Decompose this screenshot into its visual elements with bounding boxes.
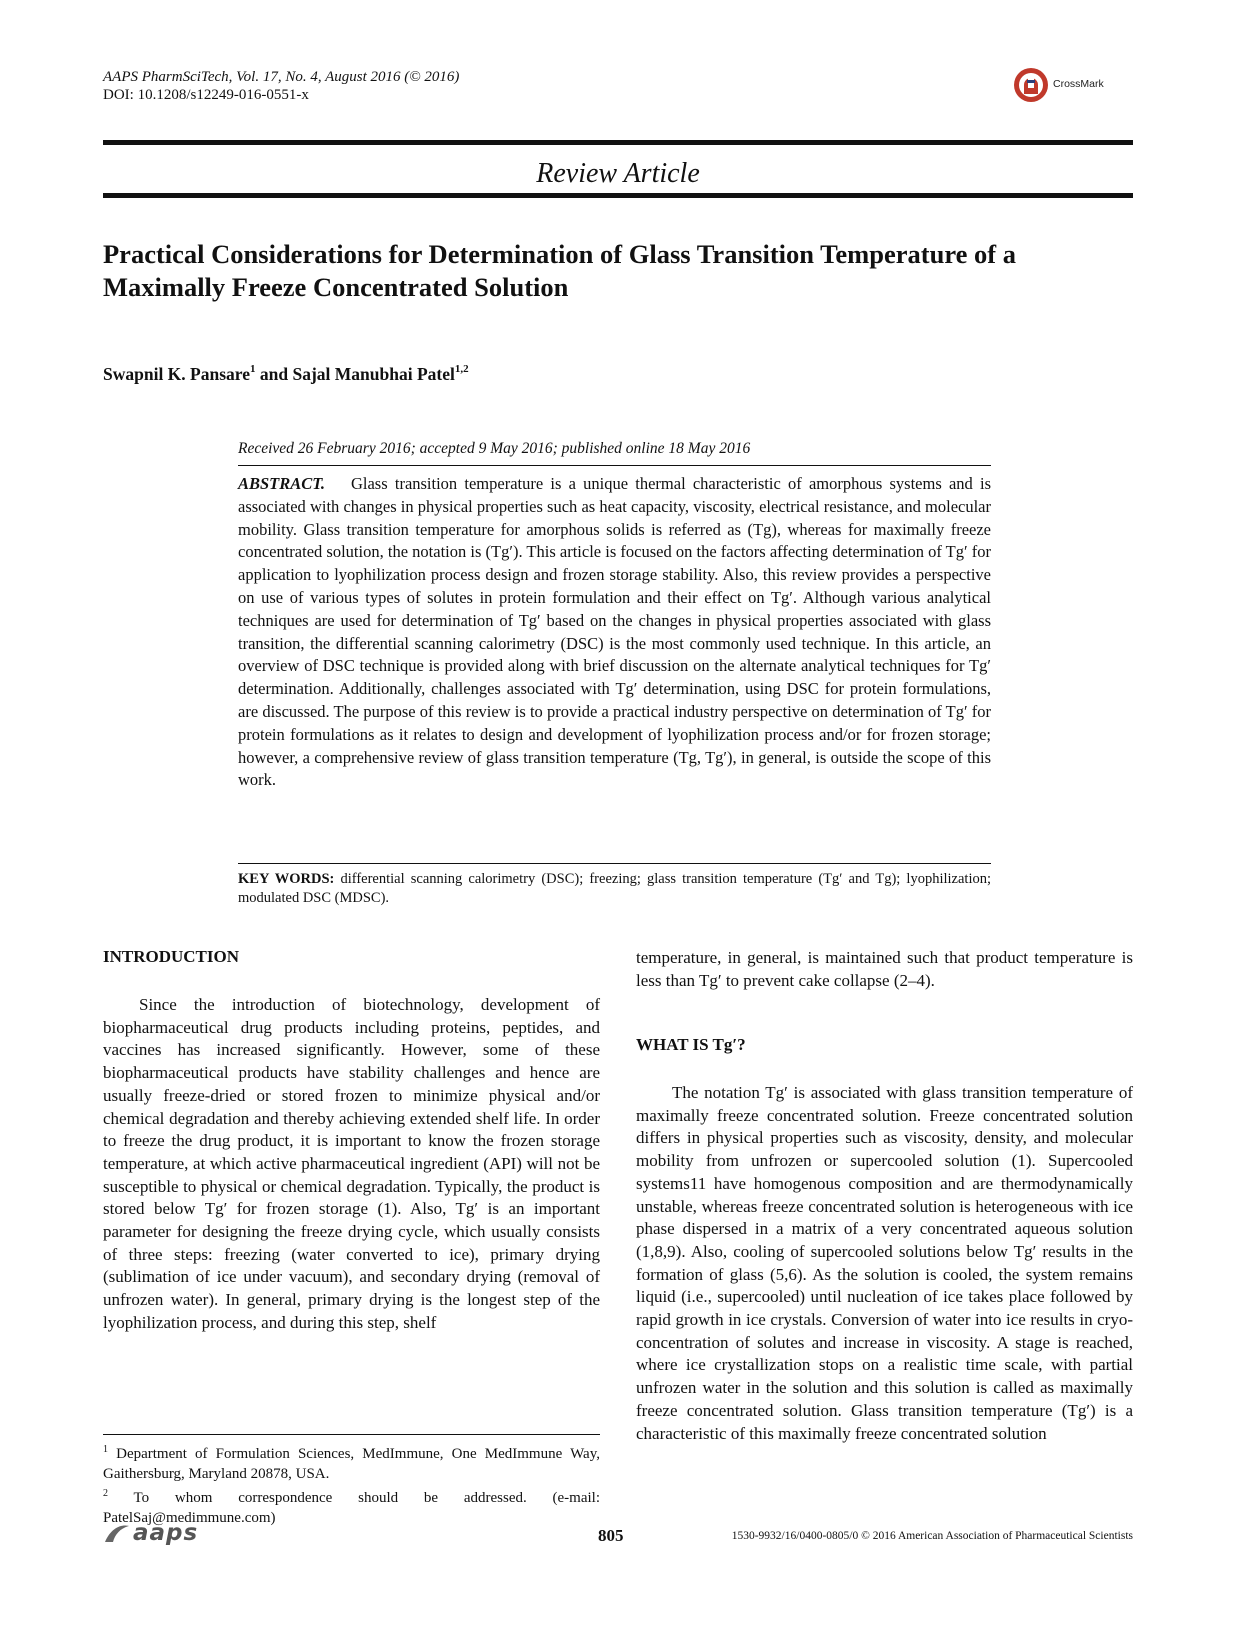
section-heading-what-is-tg: WHAT IS Tg′? xyxy=(636,1035,746,1054)
keywords-text: differential scanning calorimetry (DSC); freezing; glass transition temperature (Tg′ and Tg); lyophilization; modulated DSC (MDSC). xyxy=(238,871,991,906)
author-name: Sajal Manubhai Patel xyxy=(292,364,455,384)
crossmark-badge[interactable] xyxy=(1013,67,1133,105)
aaps-logo xyxy=(103,1522,213,1548)
affiliation-marker: 1 xyxy=(250,363,256,375)
abstract-label: ABSTRACT. xyxy=(238,474,325,493)
page-number: 805 xyxy=(598,1526,624,1545)
footnote-1: $^1$ Department of Formulation Sciences, MedImmune, One MedImmune Way, Gaithersburg, Maryland 20878, USA. xyxy=(103,1444,600,1482)
author-name: Swapnil K. Pansare xyxy=(103,364,250,384)
aaps-logo-text: aaps xyxy=(133,1520,199,1546)
paragraph: temperature, in general, is maintained such that product temperature is less than Tg′ to prevent cake collapse (2–4). xyxy=(636,948,1133,990)
introduction-continued xyxy=(636,947,1133,992)
abstract-rule-bottom xyxy=(238,863,991,864)
affiliation-marker: 1,2 xyxy=(454,363,469,375)
header-rule-top xyxy=(103,140,1133,145)
received-dates: Received 26 February 2016; accepted 9 May 2016; published online 18 May 2016 xyxy=(238,440,751,457)
article-title: Practical Considerations for Determination of Glass Transition Temperature of a Maximally Freeze Concentrated Solution xyxy=(103,239,1016,302)
crossmark-icon xyxy=(1013,67,1049,103)
introduction-body xyxy=(103,994,600,1335)
author-conjunction: and xyxy=(255,364,293,384)
aaps-swoosh-icon xyxy=(103,1522,131,1546)
paragraph: The notation Tg′ is associated with glass transition temperature of maximally freeze concentrated solution. Freeze concentrated solution differs in physical properties such as viscosity, density, and molecular mobility from unfrozen or supercooled solution (1). Supercooled systems11 have homogenous composition and are thermodynamically unstable, whereas freeze concentrated solution is heterogeneous with ice phase dispersed in a matrix of a very concentrated aqueous solution (1,8,9). Also, cooling of supercooled solutions below Tg′ results in the formation of glass (5,6). As the solution is cooled, the system remains liquid (i.e., supercooled) until nucleation of ice takes place followed by rapid growth in ice crystals. Conversion of water into ice results in cryo-concentration of solutes and increase in viscosity. A stage is reached, where ice crystallization stops on a realistic time scale, with partial unfrozen water in the solution and this solution is called as maximally freeze concentrated solution. Glass transition temperature (Tg′) is a characteristic of this maximally freeze concentrated solution xyxy=(636,1083,1133,1443)
crossmark-label: CrossMark xyxy=(1053,78,1104,90)
keywords xyxy=(238,870,991,908)
paragraph: Since the introduction of biotechnology, development of biopharmaceutical drug products including proteins, peptides, and vaccines has increased significantly. However, some of these biopharmaceutical products have stability challenges and hence are usually freeze-dried or stored frozen to minimize physical and/or chemical degradation and thereby achieving extended shelf life. In order to freeze the drug product, it is important to know the frozen storage temperature, at which active pharmaceutical ingredient (API) will not be susceptible to physical or chemical degradation. Typically, the product is stored below Tg′ for frozen storage (1). Also, Tg′ is an important parameter for designing the freeze drying cycle, which usually consists of three steps: freezing (water converted to ice), primary drying (sublimation of ice under vacuum), and secondary drying (removal of unfrozen water). In general, primary drying is the longest step of the lyophilization process, and during this step, shelf xyxy=(103,995,600,1332)
doi[interactable]: DOI: 10.1208/s12249-016-0551-x xyxy=(103,87,309,103)
abstract-rule-top xyxy=(238,465,991,466)
abstract-text: Glass transition temperature is a unique thermal characteristic of amorphous systems and is associated with changes in physical properties such as heat capacity, viscosity, electrical resistance, and molecular mobility. Glass transition temperature for amorphous solids is referred as (Tg), whereas for maximally freeze concentrated solution, the notation is (Tg′). This article is focused on the factors affecting determination of Tg′ for application to lyophilization process design and frozen storage stability. Also, this review provides a perspective on use of various types of solutes in protein formulation and their effect on Tg′. Although various analytical techniques are used for determination of Tg′ based on the changes in physical properties associated with glass transition, the differential scanning calorimetry (DSC) is the most commonly used technique. In this article, an overview of DSC technique is provided along with brief discussion on the alternate analytical techniques for Tg′ determination. Additionally, challenges associated with Tg′ determination, using DSC for protein formulations, are discussed. The purpose of this review is to provide a practical industry perspective on determination of Tg′ for protein formulations as it relates to design and development of lyophilization process and/or for frozen storage; however, a comprehensive review of glass transition temperature (Tg, Tg′), in general, is outside the scope of this work. xyxy=(238,474,991,790)
article-type: Review Article xyxy=(536,158,700,189)
footnote-2: $^2$ To whom correspondence should be addressed. (e-mail: PatelSaj@medimmune.com) xyxy=(103,1488,600,1526)
footnote-rule xyxy=(103,1434,600,1435)
keywords-label: KEY WORDS: xyxy=(238,871,335,887)
header-rule-bottom xyxy=(103,193,1133,198)
copyright-line: 1530-9932/16/0400-0805/0 © 2016 American Association of Pharmaceutical Scientists xyxy=(731,1530,1133,1542)
author-list xyxy=(103,363,469,385)
abstract xyxy=(238,473,991,792)
journal-citation: AAPS PharmSciTech, Vol. 17, No. 4, August 2016 (© 2016) xyxy=(103,69,460,85)
what-is-tg-body xyxy=(636,1082,1133,1445)
footnotes xyxy=(103,1440,600,1528)
section-heading-introduction: INTRODUCTION xyxy=(103,947,240,966)
